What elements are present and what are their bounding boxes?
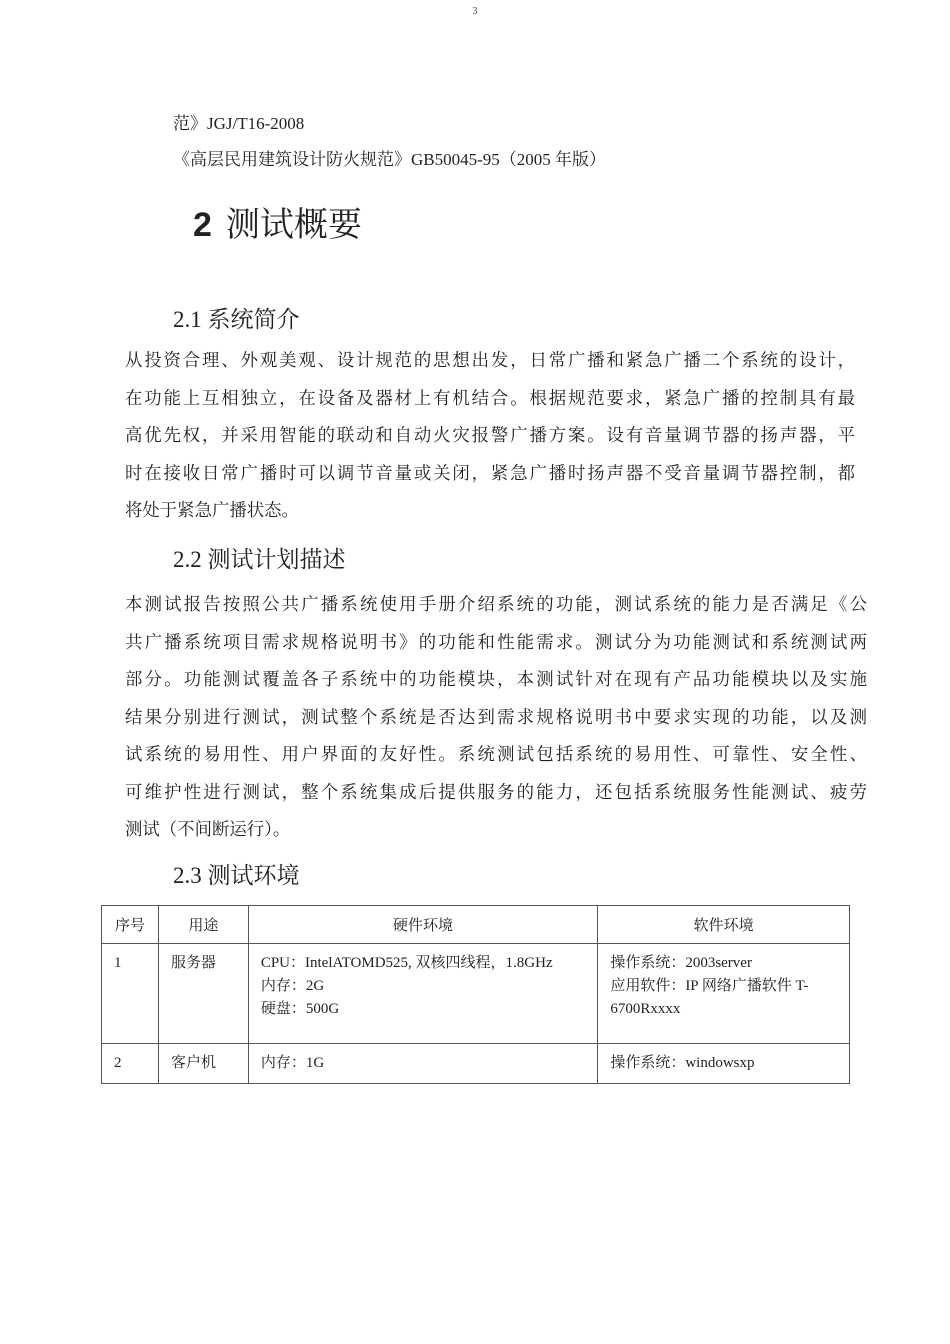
chapter-title: 测试概要 (225, 207, 362, 244)
section-paragraph (125, 586, 867, 849)
table-header-cell: 软件环境 (598, 906, 850, 944)
environment-table (101, 905, 850, 1084)
reference-line: 范》JGJ/T16-2008 (173, 114, 305, 133)
table-header-cell: 硬件环境 (248, 906, 598, 944)
paragraph-line: 本测试报告按照公共广播系统使用手册介绍系统的功能，测试系统的能力是否满足《公 (125, 594, 867, 614)
paragraph-line: 结果分别进行测试，测试整个系统是否达到需求规格说明书中要求实现的功能，以及测 (125, 706, 867, 727)
paragraph-line: 将处于紧急广播状态。 (125, 500, 299, 520)
section-heading: 2.1 系统简介 (173, 307, 300, 332)
table-row (102, 944, 850, 1044)
table-cell-use: 服务器 (158, 944, 248, 1044)
table-header-cell: 用途 (158, 906, 248, 944)
hardware-line: 内存：1G (260, 1055, 325, 1071)
paragraph-line: 高优先权，并采用智能的联动和自动火灾报警广播方案。设有音量调节器的扬声器，平 (125, 425, 855, 445)
table-row (102, 1044, 850, 1084)
software-line: 6700Rxxxx (610, 1001, 681, 1017)
software-line: 操作系统：windowsxp (610, 1055, 755, 1071)
table-cell-use: 客户机 (158, 1044, 248, 1084)
table-cell-hardware (248, 1044, 598, 1084)
paragraph-line: 试系统的易用性、用户界面的友好性。系统测试包括系统的易用性、可靠性、安全性、 (125, 744, 867, 764)
software-line: 操作系统：2003server (610, 955, 752, 971)
paragraph-line: 部分。功能测试覆盖各子系统中的功能模块，本测试针对在现有产品功能模块以及实施 (125, 669, 867, 689)
paragraph-line: 共广播系统项目需求规格说明书》的功能和性能需求。测试分为功能测试和系统测试两 (125, 631, 867, 652)
hardware-line: 硬盘：500G (260, 1001, 340, 1017)
software-line: 应用软件：IP 网络广播软件 T- (610, 978, 809, 994)
paragraph-line: 测试（不间断运行）。 (125, 819, 291, 839)
reference-line: 《高层民用建筑设计防火规范》GB50045-95（2005 年版） (173, 150, 607, 169)
table-header-cell: 序号 (102, 906, 159, 944)
chapter-heading (193, 200, 362, 251)
page-number: 3 (472, 6, 478, 17)
paragraph-line: 从投资合理、外观美观、设计规范的思想出发，日常广播和紧急广播二个系统的设计， (125, 350, 855, 370)
section-heading: 2.2 测试计划描述 (173, 547, 346, 572)
table-cell-software (598, 1044, 850, 1084)
paragraph-line: 时在接收日常广播时可以调节音量或关闭，紧急广播时扬声器不受音量调节器控制，都 (125, 462, 855, 483)
section-paragraph (125, 342, 855, 530)
section-heading: 2.3 测试环境 (173, 863, 300, 888)
table-header-row (102, 906, 850, 944)
paragraph-line: 可维护性进行测试，整个系统集成后提供服务的能力，还包括系统服务性能测试、疲劳 (125, 781, 867, 802)
table-cell-hardware (248, 944, 598, 1044)
table-cell-no: 1 (102, 944, 159, 1044)
hardware-line: 内存：2G (260, 978, 325, 994)
hardware-line: CPU：IntelATOMD525, 双核四线程，1.8GHz (260, 955, 553, 971)
table-cell-software (598, 944, 850, 1044)
chapter-number: 2 (193, 206, 212, 244)
table-cell-no: 2 (102, 1044, 159, 1084)
paragraph-line: 在功能上互相独立，在设备及器材上有机结合。根据规范要求，紧急广播的控制具有最 (125, 387, 855, 408)
